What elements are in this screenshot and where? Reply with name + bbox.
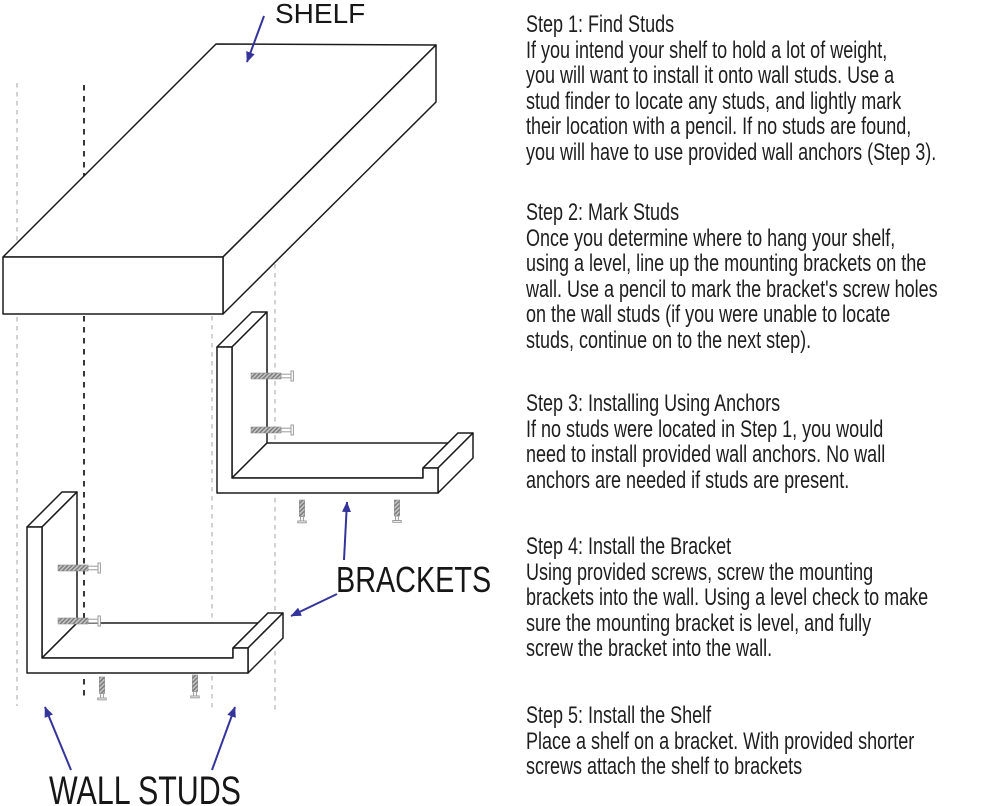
step-text-line: sure the mounting bracket is level, and fully xyxy=(526,609,872,637)
step-4 xyxy=(526,534,928,662)
step-3 xyxy=(526,391,885,493)
step-text-line: on the wall studs (if you were unable to locate xyxy=(526,301,891,328)
step-3-title: Step 3: Installing Using Anchors xyxy=(526,390,781,417)
step-text-line: Once you determine where to hang your shelf, xyxy=(526,224,896,252)
step-text-line: wall. Use a pencil to mark the bracket's screw holes xyxy=(526,275,938,303)
step-text-line: stud finder to locate any studs, and lightly mark xyxy=(526,87,902,115)
step-text-line: screw the bracket into the wall. xyxy=(526,635,773,662)
shelf-label: SHELF xyxy=(275,0,366,29)
step-text-line: their location with a pencil. If no studs are found, xyxy=(526,113,912,140)
wall-studs-arrow-left-icon xyxy=(45,707,71,770)
step-text-line: screws attach the shelf to brackets xyxy=(526,753,803,780)
step-2 xyxy=(526,200,938,353)
step-text-line: anchors are needed if studs are present. xyxy=(526,466,850,494)
step-text-line: Using provided screws, screw the mounting xyxy=(526,558,874,586)
brackets-label: BRACKETS xyxy=(336,558,492,600)
step-2-title: Step 2: Mark Studs xyxy=(526,199,680,226)
screw xyxy=(98,677,106,700)
lower-bracket xyxy=(27,492,283,700)
step-text-line: brackets into the wall. Using a level check to make xyxy=(526,584,929,611)
screw xyxy=(393,500,401,522)
step-4-title: Step 4: Install the Bracket xyxy=(526,533,732,560)
step-text-line: Place a shelf on a bracket. With provided shorter xyxy=(526,727,915,755)
step-text-line: If no studs were located in Step 1, you would xyxy=(526,415,884,443)
screw xyxy=(191,675,199,698)
shelf-shape xyxy=(3,44,436,314)
step-text-line: using a level, line up the mounting brackets on the xyxy=(526,250,927,277)
wall-studs-arrow-right-icon xyxy=(212,707,235,770)
step-text-line: If you intend your shelf to hold a lot of weight, xyxy=(526,36,888,64)
step-text-line: studs, continue on to the next step). xyxy=(526,326,812,354)
upper-bracket xyxy=(217,312,473,523)
brackets-arrow-down-icon xyxy=(291,594,337,616)
step-text-line: you will want to install it onto wall studs. Use a xyxy=(526,62,895,89)
step-1 xyxy=(526,12,936,165)
step-5-title: Step 5: Install the Shelf xyxy=(526,702,712,729)
brackets-arrow-up-icon xyxy=(344,502,347,560)
step-5 xyxy=(526,703,914,780)
step-1-title: Step 1: Find Studs xyxy=(526,11,675,38)
screw xyxy=(298,500,306,523)
wall-studs-label: WALL STUDS xyxy=(49,767,241,806)
shelf-front-face xyxy=(3,257,223,314)
instruction-steps xyxy=(526,0,985,806)
step-text-line: you will have to use provided wall anchors (Step 3). xyxy=(526,138,937,166)
step-text-line: need to install provided wall anchors. No wall xyxy=(526,441,886,468)
